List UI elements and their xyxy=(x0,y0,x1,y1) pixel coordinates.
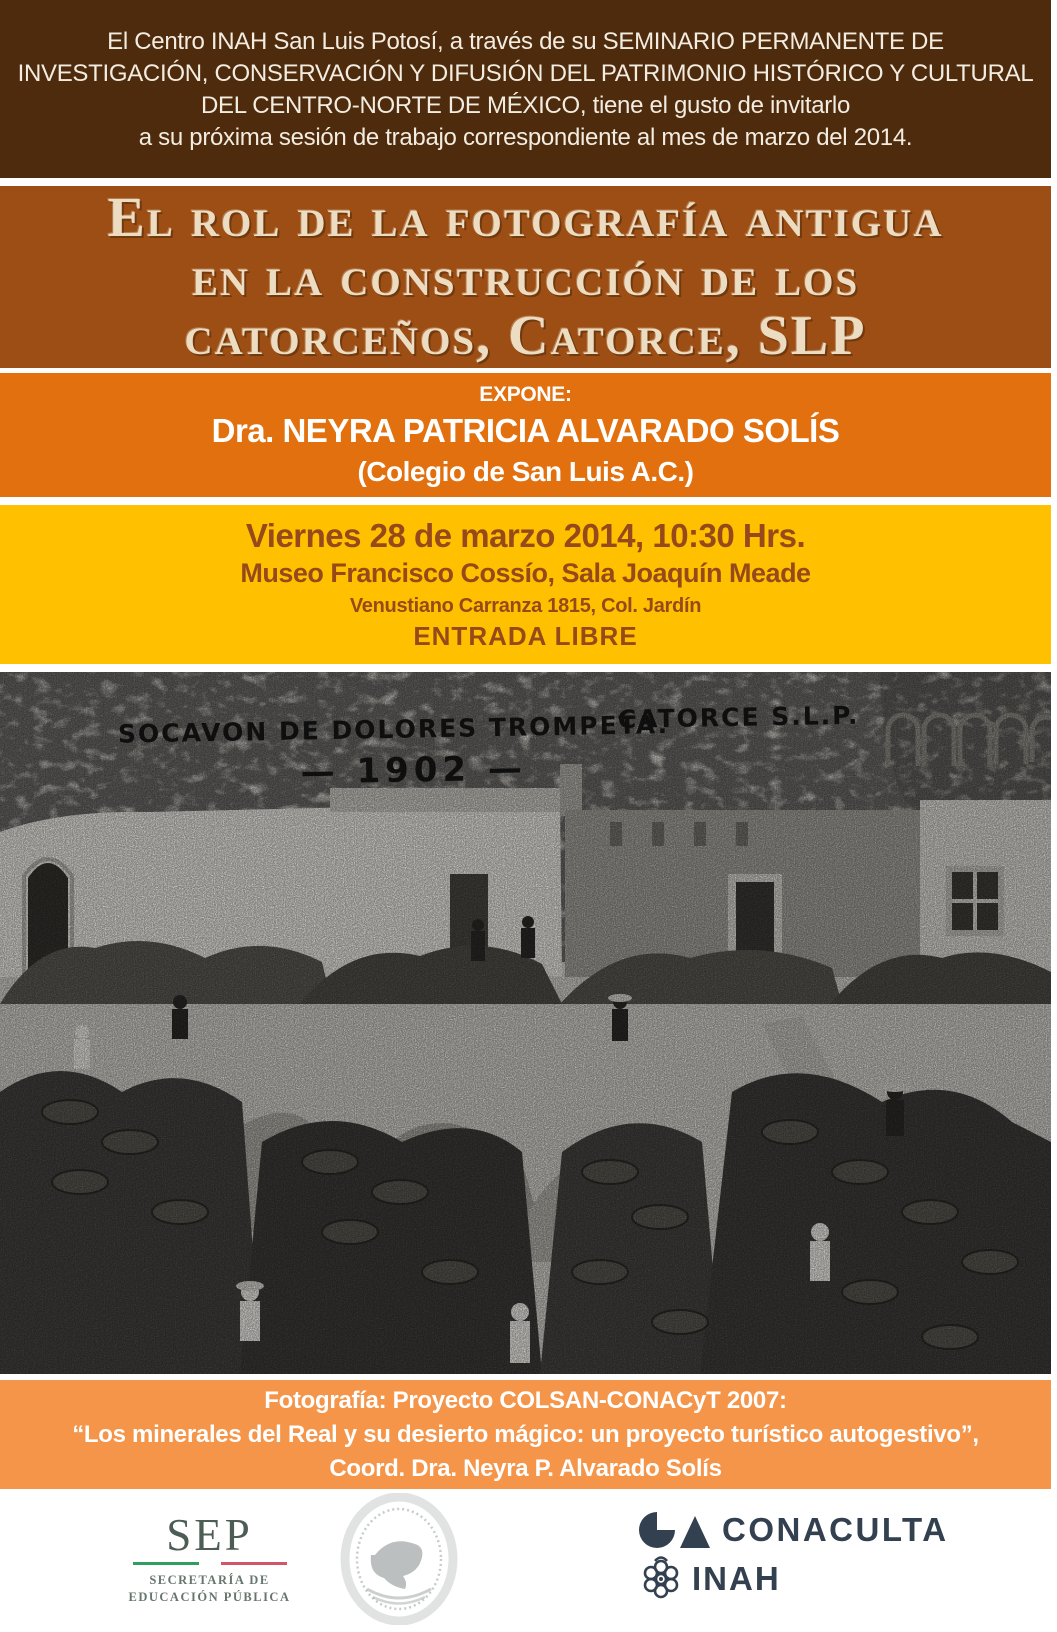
inah-rosette-icon xyxy=(638,1555,684,1603)
conaculta-wordmark: CONACULTA xyxy=(722,1511,949,1548)
photo-caption-year: — 1902 — xyxy=(300,748,528,793)
title-line: catorceños, Catorce, SLP xyxy=(184,304,867,367)
conaculta-logo xyxy=(638,1511,949,1549)
event-datetime: Viernes 28 de marzo 2014, 10:30 Hrs. xyxy=(245,517,806,554)
credit-line: Coord. Dra. Neyra P. Alvarado Solís xyxy=(329,1454,722,1482)
sep-subtitle-line: EDUCACIÓN PÚBLICA xyxy=(128,1590,291,1604)
mexico-coat-of-arms-icon xyxy=(327,1493,472,1625)
sep-red-line xyxy=(221,1562,287,1565)
photo-caption-title: SOCAVON DE DOLORES TROMPETA. xyxy=(117,710,670,749)
invitation-line: a su próxima sesión de trabajo correspondiente al mes de marzo del 2014. xyxy=(138,123,913,151)
historic-photo xyxy=(0,672,1051,1374)
event-title xyxy=(0,186,1051,368)
film-grain-overlay xyxy=(0,672,1051,1374)
photo-caption-location: CATORCE S.L.P. xyxy=(617,700,860,734)
invitation-header xyxy=(0,0,1051,178)
sep-green-line xyxy=(133,1562,199,1565)
conaculta-inah-logos xyxy=(638,1511,949,1603)
invitation-line: El Centro INAH San Luis Potosí, a través de su SEMINARIO PERMANENTE DE xyxy=(107,27,944,55)
title-line: El rol de la fotografía antigua xyxy=(107,186,944,249)
sep-flag-lines xyxy=(122,1562,297,1565)
expone-label: EXPONE: xyxy=(479,382,572,406)
conaculta-mark-icon xyxy=(638,1511,712,1549)
event-admission: ENTRADA LIBRE xyxy=(413,621,638,651)
photo-credit-section xyxy=(0,1380,1051,1489)
speaker-name: Dra. NEYRA PATRICIA ALVARADO SOLÍS xyxy=(211,411,840,449)
sep-wordmark: SEP xyxy=(166,1510,253,1560)
inah-wordmark: INAH xyxy=(692,1560,781,1597)
invitation-line: INVESTIGACIÓN, CONSERVACIÓN Y DIFUSIÓN DEL PATRIMONIO HISTÓRICO Y CULTURAL xyxy=(17,59,1034,87)
speaker-section xyxy=(0,373,1051,497)
event-address: Venustiano Carranza 1815, Col. Jardín xyxy=(349,595,702,617)
event-venue: Museo Francisco Cossío, Sala Joaquín Meade xyxy=(240,558,811,588)
institutional-footer xyxy=(0,1489,1057,1632)
event-info-section xyxy=(0,505,1051,664)
credit-line: Fotografía: Proyecto COLSAN-CONACyT 2007: xyxy=(264,1386,787,1414)
speaker-affiliation: (Colegio de San Luis A.C.) xyxy=(357,455,694,487)
credit-line: “Los minerales del Real y su desierto mágico: un proyecto turístico autogestivo”, xyxy=(72,1420,979,1448)
invitation-line: DEL CENTRO-NORTE DE MÉXICO, tiene el gusto de invitarlo xyxy=(200,91,851,119)
sep-subtitle-line: SECRETARÍA DE xyxy=(149,1573,270,1587)
title-line: en la construcción de los xyxy=(191,245,860,308)
sep-logo xyxy=(122,1510,297,1606)
historic-photo-graphic xyxy=(0,672,1051,1374)
inah-logo xyxy=(638,1555,949,1603)
